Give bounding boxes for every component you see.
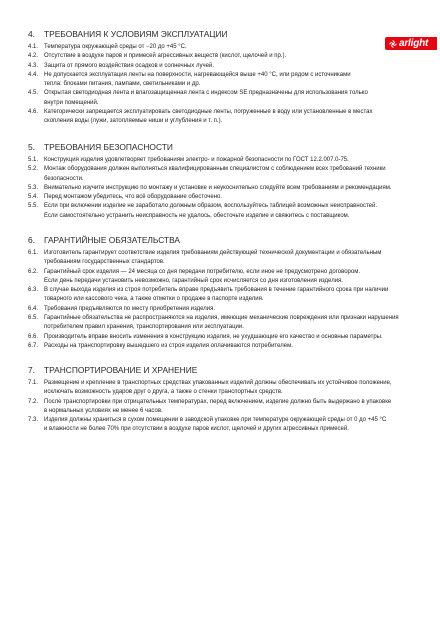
text-line: Защита от прямого воздействия осадков и солнечных лучей.: [44, 62, 214, 69]
list-item: [28, 314, 432, 333]
list-item: [28, 184, 432, 193]
item-text: [44, 249, 381, 268]
item-number: 6.2.: [28, 268, 39, 275]
list-item: [28, 71, 432, 90]
text-line: Если самостоятельно устранить неисправность не удалось, обесточьте изделие и свяжитесь с поставщиком.: [44, 212, 350, 219]
item-text: [44, 52, 286, 61]
text-line: Конструкция изделия удовлетворяет требованиям электро- и пожарной безопасности по ГОСТ 12.2.007.0-75.: [44, 157, 349, 163]
section-operating-conditions: [28, 29, 432, 127]
item-number: 7.1.: [28, 380, 39, 386]
item-text: [44, 333, 383, 342]
list-item: [28, 333, 432, 342]
item-text: [44, 202, 377, 221]
item-number: 4.2.: [28, 53, 39, 60]
list-item: [28, 286, 432, 305]
list-item: [28, 202, 432, 221]
text-line: требованиям государственных стандартов.: [44, 259, 165, 266]
item-text: [44, 62, 214, 71]
text-line: После транспортировки при отрицательных температурах, перед включением, изделие должно быть выдержано в упаковке: [44, 398, 392, 405]
item-number: 5.2.: [28, 166, 39, 173]
list-item: [28, 89, 432, 108]
text-line: Изготовитель гарантирует соответствие изделия требованиям действующей технической документации и обязательным: [44, 250, 382, 256]
item-text: [44, 398, 391, 417]
text-line: Внимательно изучите инструкцию по монтажу и установке и неукоснительно следуйте всем требованиям и рекомендациям.: [44, 184, 392, 191]
item-number: 6.6.: [28, 333, 39, 340]
section-heading: [28, 365, 432, 375]
list-item: [28, 62, 432, 71]
text-line: Открытая светодиодная лента и влагозащищенная лента с индексом SE предназначены для использования только: [44, 90, 368, 97]
item-number: 4.6.: [28, 109, 39, 116]
section-number: 7.: [28, 365, 35, 375]
item-number: 5.5.: [28, 203, 39, 210]
list-item: [28, 305, 432, 314]
item-text: [44, 165, 386, 184]
text-line: Температура окружающей среды от −20 до +45 °C.: [44, 44, 187, 50]
section-warranty: [28, 235, 432, 351]
text-line: товарного или кассового чека, а также отметки о продаже в паспорте изделия.: [44, 296, 264, 303]
item-text: [44, 416, 386, 435]
section-heading: [28, 142, 432, 152]
logo-text: arlight: [399, 38, 429, 49]
list-item: [28, 193, 432, 202]
text-line: Монтаж оборудования должен выполняться квалифицированным специалистом с соблюдением всех требований техники: [44, 166, 386, 173]
section-title: ТРЕБОВАНИЯ БЕЗОПАСНОСТИ: [44, 142, 173, 152]
list-item: [28, 156, 432, 165]
item-number: 6.1.: [28, 250, 39, 256]
text-line: Гарантийный срок изделия — 24 месяца со дня передачи потребителю, если иное не предусмотрено договором.: [44, 268, 360, 275]
list-item: [28, 268, 432, 287]
section-heading: [28, 29, 432, 39]
section-transport-storage: [28, 365, 432, 435]
item-number: 4.3.: [28, 62, 39, 69]
text-line: Производитель вправе вносить изменения в конструкцию изделия, не ухудшающие его качество и основные параметры.: [44, 333, 383, 340]
item-number: 5.3.: [28, 184, 39, 191]
list-item: [28, 52, 432, 61]
text-line: Расходы на транспортировку вышедшего из строя изделия оплачиваются потребителем.: [44, 342, 293, 349]
list-item: [28, 43, 432, 52]
item-number: 5.1.: [28, 157, 39, 163]
text-line: Требования предъявляются по месту приобретения изделия.: [44, 305, 216, 312]
text-line: В случае выхода изделия из строя потребитель вправе предъявить требования в течение гарантийного срока при наличии: [44, 287, 389, 294]
section-title: ГАРАНТИЙНЫЕ ОБЯЗАТЕЛЬСТВА: [44, 235, 180, 245]
item-text: [44, 193, 222, 202]
item-number: 6.7.: [28, 342, 39, 349]
item-text: [44, 314, 399, 333]
item-text: [44, 379, 392, 398]
item-text: [44, 108, 372, 127]
item-text: [44, 184, 392, 193]
item-number: 6.5.: [28, 315, 39, 322]
text-line: исключать возможность ударов друг о друга, а также о стенки транспортных средств.: [44, 389, 283, 396]
list-item: [28, 249, 432, 268]
section-number: 6.: [28, 235, 35, 245]
text-line: Отсутствие в воздухе паров и примесей агрессивных веществ (кислот, щелочей и пр.).: [44, 53, 287, 60]
item-number: 4.5.: [28, 90, 39, 97]
item-text: [44, 89, 368, 108]
item-text: [44, 286, 388, 305]
text-line: внутри помещений.: [44, 99, 99, 106]
text-line: и влажности не более 70% при отсутствии в воздухе паров кислот, щелочей и других агрессивных примесей.: [44, 426, 349, 433]
text-line: Не допускается эксплуатация ленты на поверхности, нагревающейся выше +40 °C, или рядом с источниками: [44, 71, 351, 78]
item-text: [44, 268, 360, 287]
item-number: 6.3.: [28, 287, 39, 294]
section-title: ТРЕБОВАНИЯ К УСЛОВИЯМ ЭКСПЛУАТАЦИИ: [44, 29, 228, 39]
text-line: Если день передачи установить невозможно, гарантийный срок исчисляется со дня изготовления изделия.: [44, 277, 343, 284]
text-line: в нормальных условиях не менее 6 часов.: [44, 407, 163, 414]
item-text: [44, 43, 187, 52]
item-text: [44, 156, 349, 165]
text-line: Размещение и крепление в транспортных средствах упакованных изделий должны обеспечивать их устойчивое положение,: [44, 380, 392, 386]
item-number: 4.1.: [28, 44, 39, 50]
section-number: 5.: [28, 142, 35, 152]
text-line: тепла: блоками питания, лампами, светильниками и др.: [44, 81, 201, 88]
text-line: безопасности.: [44, 175, 84, 182]
text-line: Если при включении изделие не заработало должным образом, воспользуйтесь таблицей возможных неисправностей.: [44, 203, 378, 210]
item-number: 6.4.: [28, 305, 39, 312]
item-number: 7.2.: [28, 398, 39, 405]
section-safety-requirements: [28, 142, 432, 221]
text-line: Изделия должны храниться в сухом помещении в заводской упаковке при температуре окружающей среды от 0 до +45 °C: [44, 417, 387, 424]
item-text: [44, 342, 293, 351]
text-line: потребителем правил хранения, транспортирования или эксплуатации.: [44, 324, 244, 331]
list-item: [28, 165, 432, 184]
text-line: скопления воды (лужи, затопляемые ниши и углубления и т. п.).: [44, 118, 223, 125]
section-number: 4.: [28, 29, 35, 39]
item-number: 7.3.: [28, 417, 39, 424]
text-line: Гарантийные обязательства не распространяются на изделия, имеющие механические повреждения или признаки нарушения: [44, 315, 399, 322]
list-item: [28, 416, 432, 435]
section-title: ТРАНСПОРТИРОВАНИЕ И ХРАНЕНИЕ: [44, 365, 198, 375]
item-text: [44, 71, 351, 90]
list-item: [28, 342, 432, 351]
text-line: Категорически запрещается эксплуатировать светодиодные ленты, погруженные в воду или установленные в местах: [44, 109, 373, 116]
text-line: Перед монтажом убедитесь, что всё оборудование обесточено.: [44, 194, 223, 201]
list-item: [28, 108, 432, 127]
item-number: 4.4.: [28, 71, 39, 78]
item-number: 5.4.: [28, 194, 39, 201]
list-item: [28, 379, 432, 398]
list-item: [28, 398, 432, 417]
section-heading: [28, 235, 432, 245]
item-text: [44, 305, 215, 314]
